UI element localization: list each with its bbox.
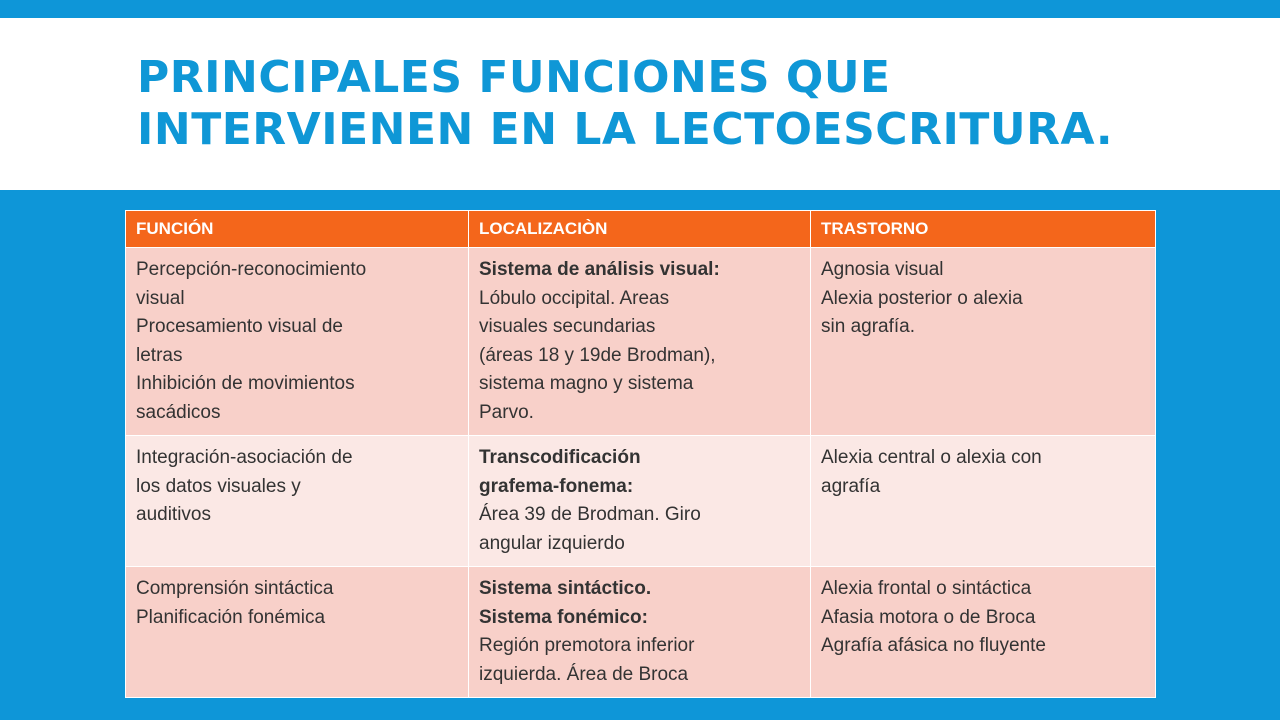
cell-funcion bbox=[126, 436, 469, 567]
cell-line: Alexia central o alexia con bbox=[821, 447, 1042, 468]
cell-trastorno bbox=[811, 567, 1156, 698]
cell-line: Región premotora inferior bbox=[479, 635, 695, 656]
cell-line: Lóbulo occipital. Areas bbox=[479, 287, 670, 309]
cell-line: agrafía bbox=[821, 475, 881, 497]
cell-line-bold: Sistema de análisis visual: bbox=[479, 259, 720, 280]
cell-line: Afasia motora o de Broca bbox=[821, 606, 1036, 628]
cell-localizacion bbox=[469, 567, 811, 698]
cell-line: Integración-asociación de bbox=[136, 447, 353, 468]
slide-title-line: INTERVIENEN EN LA LECTOESCRITURA. bbox=[137, 104, 1114, 155]
functions-table-container bbox=[125, 210, 1155, 698]
cell-line-bold: Sistema sintáctico. bbox=[479, 578, 652, 599]
cell-line: sistema magno y sistema bbox=[479, 373, 694, 394]
table-row bbox=[126, 248, 1156, 436]
cell-line: angular izquierdo bbox=[479, 532, 625, 554]
cell-line: auditivos bbox=[136, 504, 211, 525]
cell-line: visual bbox=[136, 287, 185, 309]
cell-line: izquierda. Área de Broca bbox=[479, 663, 689, 685]
slide-title bbox=[137, 52, 1237, 156]
table-row bbox=[126, 436, 1156, 567]
cell-line-bold: Sistema fonémico: bbox=[479, 606, 648, 628]
cell-line: (áreas 18 y 19de Brodman), bbox=[479, 344, 716, 366]
cell-line: letras bbox=[136, 344, 183, 366]
cell-line: Alexia frontal o sintáctica bbox=[821, 578, 1032, 599]
cell-trastorno bbox=[811, 248, 1156, 436]
cell-line: Procesamiento visual de bbox=[136, 316, 343, 337]
functions-table bbox=[125, 210, 1156, 698]
cell-line-bold: Transcodificación bbox=[479, 447, 641, 468]
column-header-funcion: FUNCIÓN bbox=[126, 211, 469, 248]
cell-trastorno bbox=[811, 436, 1156, 567]
cell-line: los datos visuales y bbox=[136, 475, 301, 497]
cell-localizacion bbox=[469, 436, 811, 567]
cell-localizacion bbox=[469, 248, 811, 436]
cell-line: Agnosia visual bbox=[821, 259, 944, 280]
column-header-localizacion: LOCALIZACIÒN bbox=[469, 211, 811, 248]
slide-title-line: PRINCIPALES FUNCIONES QUE bbox=[137, 52, 891, 103]
cell-line: Comprensión sintáctica bbox=[136, 578, 334, 599]
cell-funcion bbox=[126, 248, 469, 436]
cell-line: Alexia posterior o alexia bbox=[821, 287, 1023, 309]
table-header-row bbox=[126, 211, 1156, 248]
cell-line: sin agrafía. bbox=[821, 316, 915, 337]
cell-line: Inhibición de movimientos bbox=[136, 373, 355, 394]
cell-line: visuales secundarias bbox=[479, 316, 656, 337]
cell-line: sacádicos bbox=[136, 401, 221, 423]
table-row bbox=[126, 567, 1156, 698]
cell-line: Agrafía afásica no fluyente bbox=[821, 635, 1046, 656]
cell-funcion bbox=[126, 567, 469, 698]
cell-line-bold: grafema-fonema: bbox=[479, 475, 634, 497]
column-header-trastorno: TRASTORNO bbox=[811, 211, 1156, 248]
cell-line: Área 39 de Brodman. Giro bbox=[479, 504, 701, 525]
cell-line: Planificación fonémica bbox=[136, 606, 326, 628]
cell-line: Parvo. bbox=[479, 401, 534, 423]
cell-line: Percepción-reconocimiento bbox=[136, 259, 367, 280]
